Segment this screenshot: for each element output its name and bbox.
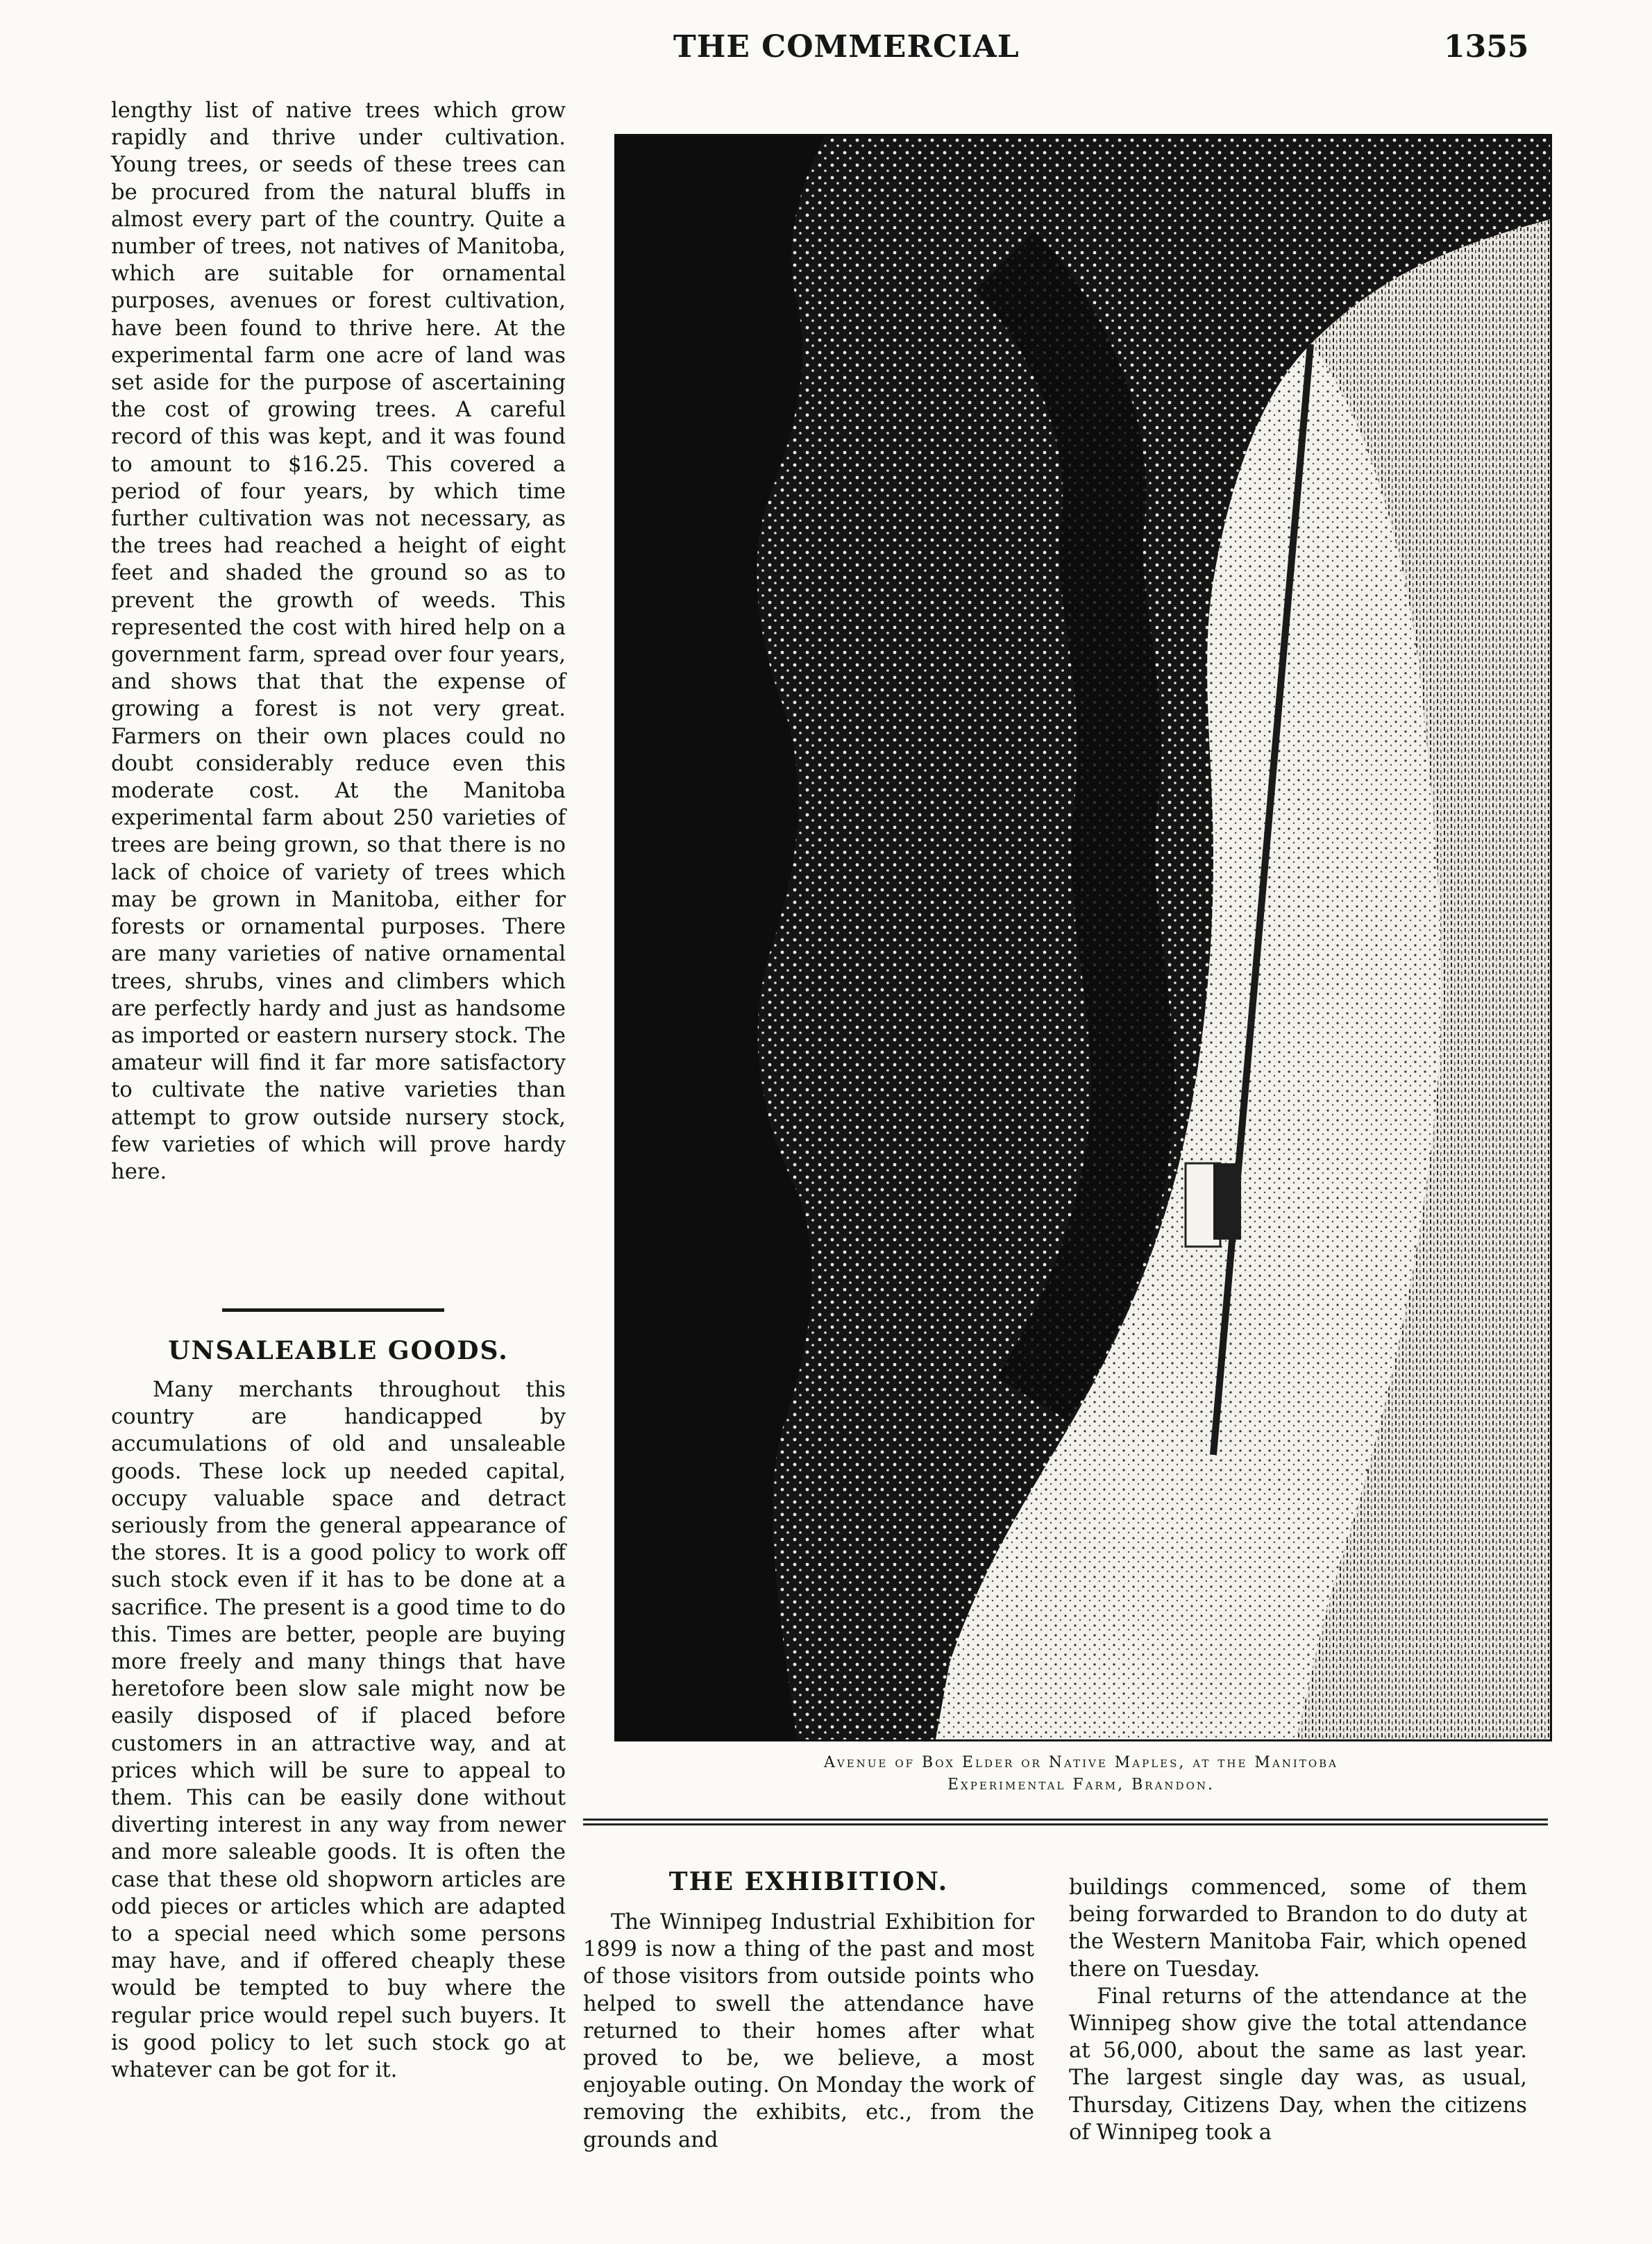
page-number: 1355 xyxy=(1444,29,1529,65)
trees-paragraph: lengthy list of native trees which grow rapidly and thrive under cultivation. Young trees, or seeds of these trees can be procured from the natural bluffs in almost every part of the country. Quite a number of trees, not natives of Manitoba, which are suitable for ornamental purposes, avenues or forest cultivation, have been found to thrive here. At the experimental farm one acre of land was set aside for the purpose of ascertaining the cost of growing trees. A careful record of this was kept, and it was found to amount to $16.25. This covered a period of four years, by which time further cultivation was not necessary, as the trees had reached a height of eight feet and shaded the ground so as to prevent the growth of weeds. This represented the cost with hired help on a government farm, spread over four years, and shows that that the expense of growing a forest is not very great. Farmers on their own places could no doubt considerably reduce even this moderate cost. At the Manitoba experimental farm about 250 varieties of trees are being grown, so that there is no lack of choice of variety of trees which may be grown in Manitoba, either for forests or ornamental purposes. There are many varieties of native ornamental trees, shrubs, vines and climbers which are perfectly hardy and just as handsome as imported or eastern nursery stock. The amateur will find it far more satisfactory to cultivate the native varieties than attempt to grow outside nursery stock, few varieties of which will prove hardy here. xyxy=(111,99,566,1184)
exhibition-paragraph-1: The Winnipeg Industrial Exhibition for 1899 is now a thing of the past and most of those visitors from outside points who helped to swell the attendance have returned to their homes after what proved to be, we believe, a most enjoyable outing. On Monday the work of removing the exhibits, etc., from the grounds and xyxy=(583,1910,1034,2152)
photo-illustration xyxy=(616,136,1550,1739)
left-column-top-text xyxy=(111,97,566,1186)
exhibition-column-2 xyxy=(1069,1874,1527,2146)
photo-caption xyxy=(614,1752,1548,1796)
double-rule-divider xyxy=(583,1819,1548,1825)
section-divider xyxy=(222,1308,444,1312)
unsaleable-goods-paragraph: Many merchants throughout this country are handicapped by accumulations of old and unsaleable goods. These lock up needed capital, occupy valuable space and detract seriously from the general appearance of the stores. It is a good policy to work off such stock even if it has to be done at a sacrifice. The present is a good time to do this. Times are better, people are buying more freely and many things that have heretofore been slow sale might now be easily disposed of if placed before customers in an attractive way, and at prices which will be sure to appeal to them. This can be easily done without diverting interest in any way from newer and more saleable goods. It is often the case that these old shopworn articles are odd pieces or articles which are adapted to a special need which some persons may have, and if offered cheaply these would be tempted to buy where the regular price would repel such buyers. It is good policy to let such stock go at whatever can be got for it. xyxy=(111,1378,566,2083)
publication-title: THE COMMERCIAL xyxy=(673,29,1020,65)
left-column-bottom-text xyxy=(111,1376,566,2084)
caption-line-1: Avenue of Box Elder or Native Maples, at the Manitoba xyxy=(823,1754,1339,1771)
exhibition-heading: THE EXHIBITION. xyxy=(668,1867,949,1896)
exhibition-column-1 xyxy=(583,1909,1034,2154)
exhibition-paragraph-3: Final returns of the attendance at the Winnipeg show give the total attendance at 56,000, about the same as last year. The largest single day was, as usual, Thursday, Citizens Day, when the citizens of Winnipeg took a xyxy=(1069,1984,1527,2145)
unsaleable-goods-heading: UNSALEABLE GOODS. xyxy=(168,1336,509,1365)
exhibition-paragraph-2: buildings commenced, some of them being forwarded to Brandon to do duty at the Western Manitoba Fair, which opened there on Tuesday. xyxy=(1069,1875,1527,1982)
caption-line-2: Experimental Farm, Brandon. xyxy=(947,1776,1215,1794)
page-header xyxy=(0,29,1652,78)
avenue-photograph xyxy=(614,134,1552,1741)
